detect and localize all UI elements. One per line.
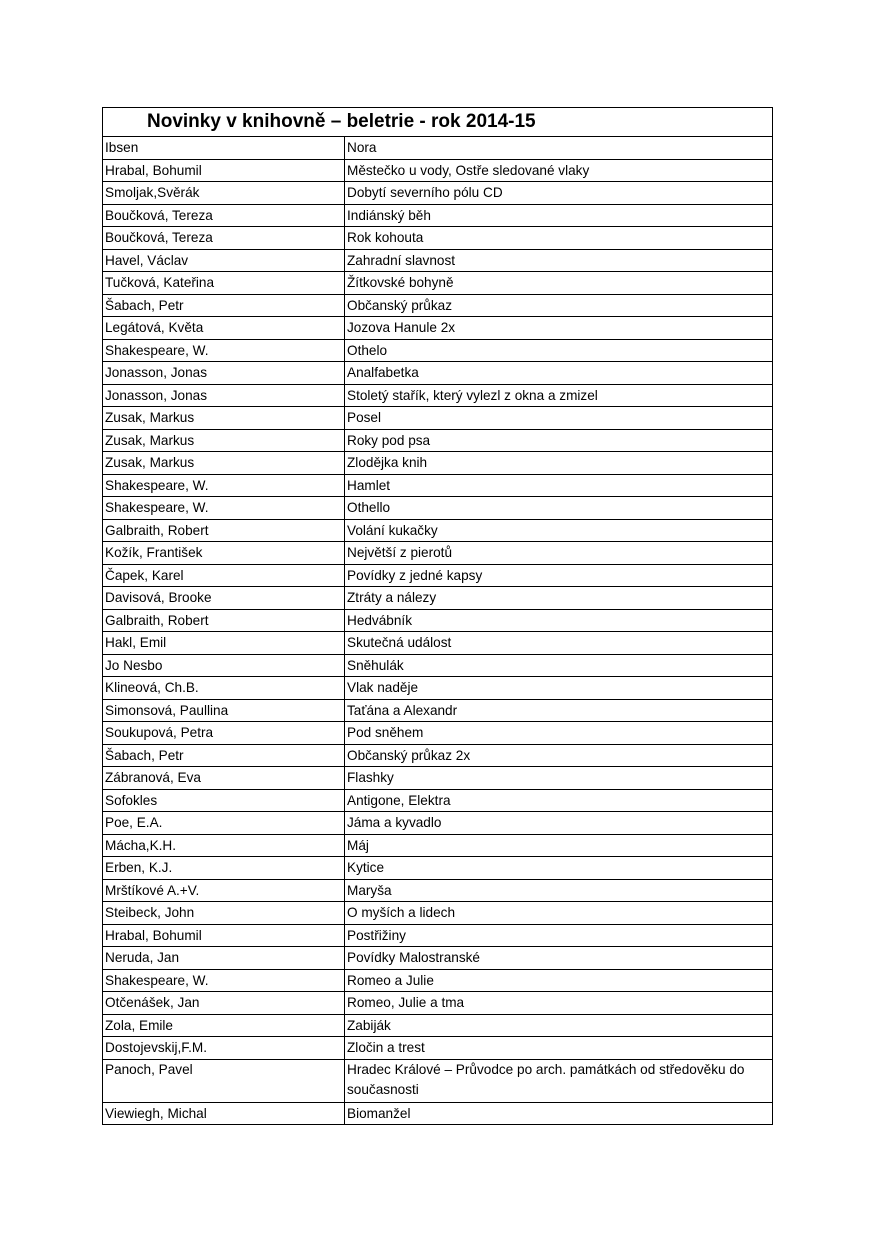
table-row [103, 654, 773, 677]
table-row [103, 294, 773, 317]
table-row [103, 857, 773, 880]
table-row [103, 992, 773, 1015]
book-title-cell: Skutečná událost [345, 632, 773, 655]
book-title-cell: Kytice [345, 857, 773, 880]
book-title-cell: Analfabetka [345, 362, 773, 385]
book-title-cell: Městečko u vody, Ostře sledované vlaky [345, 159, 773, 182]
book-title-cell: Zločin a trest [345, 1037, 773, 1060]
author-cell: Steibeck, John [103, 902, 345, 925]
table-row [103, 722, 773, 745]
author-cell: Čapek, Karel [103, 564, 345, 587]
author-cell: Hrabal, Bohumil [103, 159, 345, 182]
table-row [103, 519, 773, 542]
table-row [103, 272, 773, 295]
table-row [103, 227, 773, 250]
book-title-cell: Občanský průkaz [345, 294, 773, 317]
table-row [103, 497, 773, 520]
author-cell: Soukupová, Petra [103, 722, 345, 745]
book-title-cell: Roky pod psa [345, 429, 773, 452]
book-title-cell: Taťána a Alexandr [345, 699, 773, 722]
author-cell: Mácha,K.H. [103, 834, 345, 857]
table-row [103, 362, 773, 385]
book-title-cell: O myších a lidech [345, 902, 773, 925]
author-cell: Tučková, Kateřina [103, 272, 345, 295]
author-cell: Sofokles [103, 789, 345, 812]
book-title-cell: Dobytí severního pólu CD [345, 182, 773, 205]
author-cell: Panoch, Pavel [103, 1059, 345, 1102]
table-row [103, 677, 773, 700]
book-title-cell: Nora [345, 137, 773, 160]
book-title-cell: Volání kukačky [345, 519, 773, 542]
table-row [103, 834, 773, 857]
author-cell: Jo Nesbo [103, 654, 345, 677]
table-row [103, 452, 773, 475]
author-cell: Legátová, Květa [103, 317, 345, 340]
book-title-cell: Zlodějka knih [345, 452, 773, 475]
book-title-cell: Povídky z jedné kapsy [345, 564, 773, 587]
author-cell: Poe, E.A. [103, 812, 345, 835]
book-title-cell: Maryša [345, 879, 773, 902]
author-cell: Boučková, Tereza [103, 204, 345, 227]
author-cell: Simonsová, Paullina [103, 699, 345, 722]
book-title-cell: Othelo [345, 339, 773, 362]
author-cell: Galbraith, Robert [103, 519, 345, 542]
author-cell: Boučková, Tereza [103, 227, 345, 250]
table-row [103, 1102, 773, 1125]
author-cell: Neruda, Jan [103, 947, 345, 970]
table-row [103, 699, 773, 722]
book-title-cell: Flashky [345, 767, 773, 790]
author-cell: Shakespeare, W. [103, 339, 345, 362]
book-title-cell: Povídky Malostranské [345, 947, 773, 970]
table-row [103, 249, 773, 272]
author-cell: Jonasson, Jonas [103, 362, 345, 385]
book-title-cell: Zahradní slavnost [345, 249, 773, 272]
book-title-cell: Máj [345, 834, 773, 857]
book-title-cell: Posel [345, 407, 773, 430]
table-row [103, 159, 773, 182]
book-title-cell: Romeo a Julie [345, 969, 773, 992]
table-row [103, 564, 773, 587]
book-list-table [102, 107, 773, 1125]
book-title-cell: Vlak naděje [345, 677, 773, 700]
table-row [103, 744, 773, 767]
table-row [103, 1037, 773, 1060]
table-row [103, 407, 773, 430]
table-row [103, 767, 773, 790]
table-row [103, 542, 773, 565]
author-cell: Dostojevskij,F.M. [103, 1037, 345, 1060]
author-cell: Galbraith, Robert [103, 609, 345, 632]
book-title-cell: Jozova Hanule 2x [345, 317, 773, 340]
book-title-cell: Biomanžel [345, 1102, 773, 1125]
page-title: Novinky v knihovně – beletrie - rok 2014-15 [103, 108, 773, 137]
book-title-cell: Zabiják [345, 1014, 773, 1037]
author-cell: Havel, Václav [103, 249, 345, 272]
author-cell: Viewiegh, Michal [103, 1102, 345, 1125]
book-title-cell: Občanský průkaz 2x [345, 744, 773, 767]
author-cell: Zusak, Markus [103, 429, 345, 452]
book-title-cell: Hedvábník [345, 609, 773, 632]
table-row [103, 812, 773, 835]
table-row [103, 902, 773, 925]
author-cell: Otčenášek, Jan [103, 992, 345, 1015]
book-title-cell: Žítkovské bohyně [345, 272, 773, 295]
author-cell: Zola, Emile [103, 1014, 345, 1037]
book-title-cell: Ztráty a nálezy [345, 587, 773, 610]
author-cell: Zusak, Markus [103, 407, 345, 430]
table-row [103, 429, 773, 452]
author-cell: Zusak, Markus [103, 452, 345, 475]
table-row [103, 789, 773, 812]
author-cell: Zábranová, Eva [103, 767, 345, 790]
book-title-cell: Romeo, Julie a tma [345, 992, 773, 1015]
table-row [103, 384, 773, 407]
table-row [103, 969, 773, 992]
author-cell: Shakespeare, W. [103, 969, 345, 992]
author-cell: Shakespeare, W. [103, 474, 345, 497]
book-title-cell: Pod sněhem [345, 722, 773, 745]
table-row [103, 947, 773, 970]
book-title-cell: Největší z pierotů [345, 542, 773, 565]
table-row [103, 632, 773, 655]
author-cell: Kožík, František [103, 542, 345, 565]
book-title-cell: Hamlet [345, 474, 773, 497]
author-cell: Smoljak,Svěrák [103, 182, 345, 205]
table-row [103, 879, 773, 902]
author-cell: Jonasson, Jonas [103, 384, 345, 407]
author-cell: Klineová, Ch.B. [103, 677, 345, 700]
book-title-cell: Postřižiny [345, 924, 773, 947]
table-row [103, 204, 773, 227]
book-title-cell: Sněhulák [345, 654, 773, 677]
author-cell: Hakl, Emil [103, 632, 345, 655]
author-cell: Erben, K.J. [103, 857, 345, 880]
table-row [103, 474, 773, 497]
table-row [103, 1059, 773, 1102]
author-cell: Hrabal, Bohumil [103, 924, 345, 947]
table-row [103, 339, 773, 362]
table-row [103, 137, 773, 160]
table-row [103, 182, 773, 205]
book-title-cell: Othello [345, 497, 773, 520]
table-row [103, 317, 773, 340]
author-cell: Ibsen [103, 137, 345, 160]
table-row [103, 924, 773, 947]
book-title-cell: Jáma a kyvadlo [345, 812, 773, 835]
book-title-cell: Antigone, Elektra [345, 789, 773, 812]
author-cell: Mrštíkové A.+V. [103, 879, 345, 902]
book-list-body [103, 108, 773, 1125]
author-cell: Davisová, Brooke [103, 587, 345, 610]
table-row [103, 1014, 773, 1037]
author-cell: Šabach, Petr [103, 744, 345, 767]
book-title-cell: Rok kohouta [345, 227, 773, 250]
book-title-cell: Stoletý stařík, který vylezl z okna a zmizel [345, 384, 773, 407]
author-cell: Šabach, Petr [103, 294, 345, 317]
book-title-cell: Indiánský běh [345, 204, 773, 227]
table-row [103, 587, 773, 610]
author-cell: Shakespeare, W. [103, 497, 345, 520]
table-row [103, 609, 773, 632]
book-title-cell: Hradec Králové – Průvodce po arch. památkách od středověku do současnosti [345, 1059, 773, 1102]
title-row [103, 108, 773, 137]
